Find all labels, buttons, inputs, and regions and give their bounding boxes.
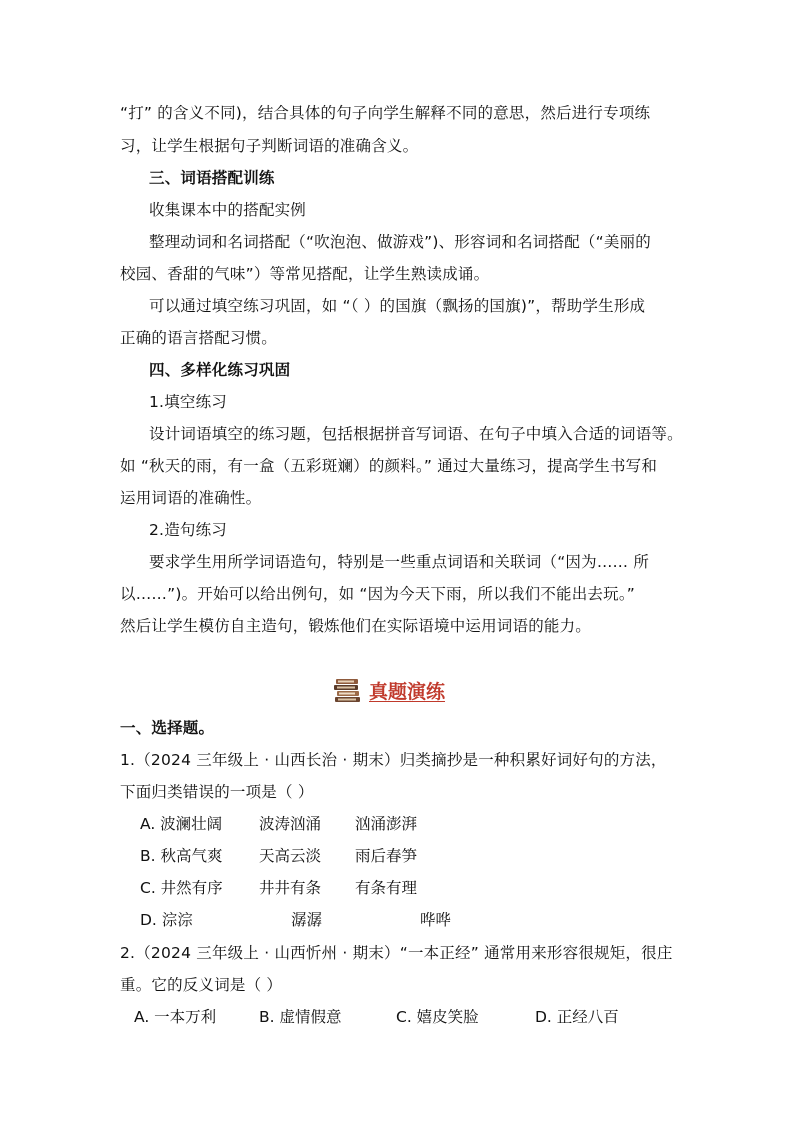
exercise-heading: 一、选择题。 — [120, 719, 215, 737]
q1-option-c-2: 井井有条 — [259, 879, 322, 897]
section4-heading: 四、多样化练习巩固 — [149, 361, 291, 379]
section4-item2-title: 2.造句练习 — [149, 521, 227, 539]
books-icon — [333, 677, 363, 703]
q1-option-c-3: 有条有理 — [355, 879, 418, 897]
section4-item2-line2: 以……”)。开始可以给出例句，如 “因为今天下雨，所以我们不能出去玩。” — [120, 585, 636, 603]
section4-item1-line3: 运用词语的准确性。 — [120, 489, 262, 507]
q1-option-a-3: 汹涌澎湃 — [355, 815, 418, 833]
section4-item1-line1: 设计词语填空的练习题，包括根据拼音写词语、在句子中填入合适的词语等。 — [149, 425, 683, 443]
q2-option-c: C. 嬉皮笑脸 — [396, 1008, 479, 1026]
q1-option-d-2: 潺潺 — [291, 911, 323, 929]
section3-p2-line2: 正确的语言搭配习惯。 — [120, 329, 278, 347]
q1-option-b-2: 天高云淡 — [259, 847, 322, 865]
section4-item2-line3: 然后让学生模仿自主造句，锻炼他们在实际语境中运用词语的能力。 — [120, 617, 592, 635]
section3-sub: 收集课本中的搭配实例 — [149, 201, 307, 219]
section3-p2-line1: 可以通过填空练习巩固，如 “（ ）的国旗（飘扬的国旗)”，帮助学生形成 — [149, 297, 646, 315]
q2-option-a: A. 一本万利 — [134, 1008, 217, 1026]
q1-option-c-1: C. 井然有序 — [140, 879, 223, 897]
q1-option-b-3: 雨后春笋 — [355, 847, 418, 865]
section3-heading: 三、词语搭配训练 — [149, 169, 275, 187]
q2-option-d: D. 正经八百 — [535, 1008, 619, 1026]
q2-line1: 2.（2024 三年级上 · 山西忻州 · 期末）“一本正经” 通常用来形容很规矩，很庄 — [120, 944, 673, 962]
q1-line1: 1.（2024 三年级上 · 山西长治 · 期末）归类摘抄是一种积累好词好句的方法， — [120, 751, 667, 769]
q1-option-a-1: A. 波澜壮阔 — [140, 815, 223, 833]
section4-item1-line2: 如 “秋天的雨，有一盒（五彩斑斓）的颜料。” 通过大量练习，提高学生书写和 — [120, 457, 658, 475]
q1-option-d-3: 哗哗 — [420, 911, 452, 929]
section4-item1-title: 1.填空练习 — [149, 393, 227, 411]
para1-line2: 习，让学生根据句子判断词语的准确含义。 — [120, 137, 419, 155]
section3-p1-line2: 校园、香甜的气味”）等常见搭配，让学生熟读成诵。 — [120, 265, 490, 283]
q2-option-b: B. 虚情假意 — [259, 1008, 342, 1026]
section-banner — [333, 675, 445, 705]
banner-title: 真题演练 — [369, 680, 446, 703]
q1-option-d-1: D. 淙淙 — [140, 911, 193, 929]
section4-item2-line1: 要求学生用所学词语造句，特别是一些重点词语和关联词（“因为…… 所 — [149, 553, 650, 571]
q2-line2: 重。它的反义词是（ ） — [120, 976, 283, 994]
q1-line2: 下面归类错误的一项是（ ） — [120, 783, 314, 801]
section3-p1-line1: 整理动词和名词搭配（“吹泡泡、做游戏”)、形容词和名词搭配（“美丽的 — [149, 233, 651, 251]
para1-line1: “打” 的含义不同)，结合具体的句子向学生解释不同的意思，然后进行专项练 — [120, 104, 651, 122]
q1-option-a-2: 波涛汹涌 — [259, 815, 322, 833]
q1-option-b-1: B. 秋高气爽 — [140, 847, 223, 865]
